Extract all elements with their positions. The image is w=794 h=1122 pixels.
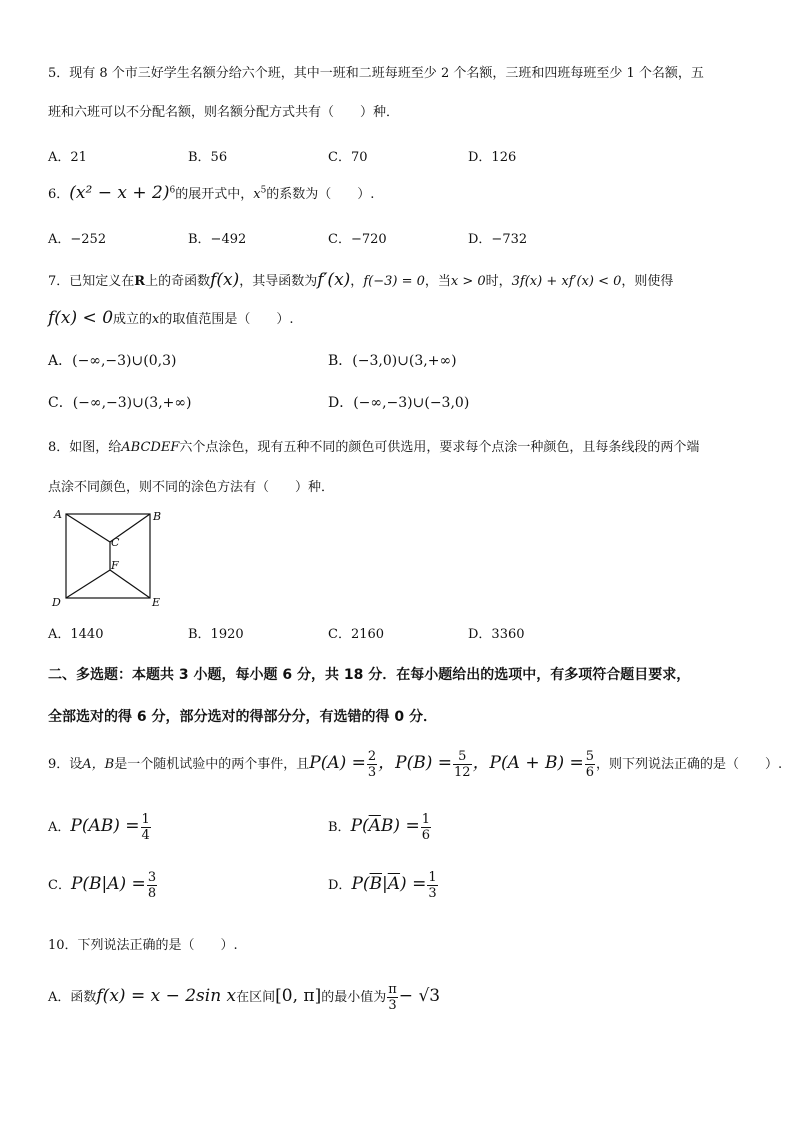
q5-line1: 5．现有 8 个市三好学生名额分给六个班，其中一班和二班每班至少 2 个名额，三班和四班每班至少 1 个名额，五: [48, 66, 704, 81]
q6-option-d: D．−732: [468, 232, 528, 247]
q6-option-c: C．−720: [328, 232, 387, 247]
q5-option-c: C．70: [328, 150, 368, 165]
q9-option-d: D．$P(\overline{B}|\overline{A})$ = $\frac{1}{3}$: [328, 870, 437, 901]
q7-line1: 7．已知定义在R上的奇函数f(x)，其导函数为f′(x)，f(−3) = 0，当x > 0时，3f(x) + xf′(x) < 0，则使得: [48, 270, 674, 290]
q5-option-d: D．126: [468, 150, 517, 165]
edge-e-f: [110, 570, 150, 598]
q8-option-b: B．1920: [188, 627, 244, 642]
q6-option-b: B．−492: [188, 232, 247, 247]
q7-line2: f(x) < 0成立的x的取值范围是（ ）.: [48, 308, 294, 328]
q8-option-d: D．3360: [468, 627, 525, 642]
q9-option-b: B．$P(\overline{A}B)$ = $\frac{1}{6}$: [328, 812, 430, 843]
q8-line2: 点涂不同颜色，则不同的涂色方法有（ ）种．: [48, 480, 335, 495]
q5-option-a: A．21: [48, 150, 87, 165]
label-b: B: [153, 510, 162, 523]
q7-option-d: D．(−∞,−3)∪(−3,0): [328, 395, 470, 411]
q6-stem: 6．$(x^2 - x + 2)^6$的展开式中，$x^5$的系数为（ ）.: [48, 183, 375, 203]
label-e: E: [152, 596, 161, 609]
label-d: D: [52, 596, 61, 609]
label-c: C: [111, 536, 120, 549]
label-a: A: [54, 508, 62, 521]
q9-stem: 9．设A，B是一个随机试验中的两个事件，且P(A) = $\frac{2}{3}$ ，P(B) = $\frac{5}{12}$ ，P(A + B) = $\frac{5}{6}$ ，则下列说法正确的是（ ）.: [48, 749, 783, 780]
section2-line2: 全部选对的得 6 分，部分选对的得部分分，有选错的得 0 分．: [48, 709, 437, 725]
q8-line1: 8．如图，给ABCDEF六个点涂色，现有五种不同的颜色可供选用，要求每个点涂一种颜色，且每条线段的两个端: [48, 440, 700, 455]
q9-option-c: C．P(B|A) = $\frac{3}{8}$: [48, 870, 157, 901]
q7-option-b: B．(−3,0)∪(3,+∞): [328, 353, 457, 369]
q5-option-b: B．56: [188, 150, 228, 165]
q7-option-a: A．(−∞,−3)∪(0,3): [48, 353, 177, 369]
q8-option-c: C．2160: [328, 627, 385, 642]
q10-stem: 10．下列说法正确的是（ ）.: [48, 938, 238, 953]
figure-square: [66, 514, 150, 598]
q8-option-a: A．1440: [48, 627, 104, 642]
q9-option-a: A．P(AB) = $\frac{1}{4}$: [48, 812, 150, 843]
q8-figure: [48, 506, 178, 610]
edge-a-c: [66, 514, 110, 542]
q10-option-a: A．函数f(x) = x − 2sin x在区间[0, π]的最小值为 $\frac{\pi}{3}$ − √3: [48, 982, 441, 1013]
section2-line1: 二、多选题：本题共 3 小题，每小题 6 分，共 18 分．在每小题给出的选项中，有多项符合题目要求，: [48, 667, 691, 683]
label-f: F: [111, 559, 119, 572]
q7-option-c: C．(−∞,−3)∪(3,+∞): [48, 395, 192, 411]
q5-line2: 班和六班可以不分配名额，则名额分配方式共有（ ）种．: [48, 105, 400, 120]
edge-d-f: [66, 570, 110, 598]
q6-option-a: A．−252: [48, 232, 107, 247]
q6-expression: (x² − x + 2): [69, 183, 170, 203]
